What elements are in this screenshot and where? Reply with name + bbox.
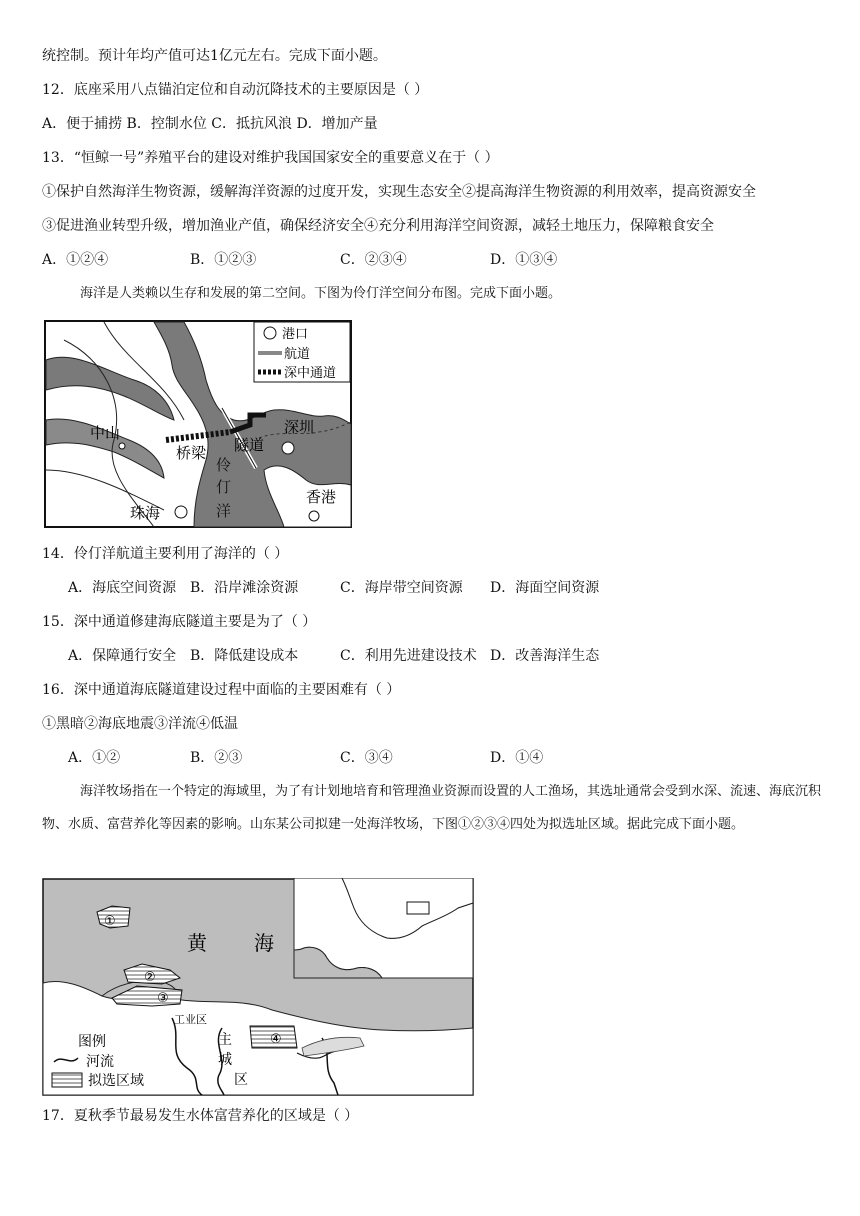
zhongshan-label: 中山 — [90, 424, 121, 442]
anchor-icon — [282, 442, 294, 454]
option-b: B．②③ — [190, 750, 243, 766]
anchor-icon — [309, 511, 319, 521]
question-13-statement-a: ①保护自然海洋生物资源，缓解海洋资源的过度开发，实现生态安全②提高海洋生物资源的利用效率，提高资源安全 — [42, 184, 756, 200]
option-d: D．①③④ — [490, 252, 558, 268]
lingding-label-2: 仃 — [216, 478, 232, 496]
question-14: 14．伶仃洋航道主要利用了海洋的（ ） — [42, 546, 289, 562]
legend-zone-label: 拟选区域 — [88, 1073, 144, 1089]
legend-route-label: 航道 — [284, 347, 311, 362]
option-b: B．沿岸滩涂资源 — [190, 580, 299, 596]
lingding-map — [44, 320, 352, 528]
option-c: C．利用先进建设技术 — [340, 648, 477, 664]
option-a: A．①②④ — [42, 252, 109, 268]
bridge-label: 桥梁 — [176, 444, 207, 462]
option-b: B．降低建设成本 — [190, 648, 299, 664]
zone-2-label: ② — [144, 970, 156, 985]
question-12: 12．底座采用八点锚泊定位和自动沉降技术的主要原因是（ ） — [42, 82, 429, 98]
intro-paragraph-2: 海洋是人类赖以生存和发展的第二空间。下图为伶仃洋空间分布图。完成下面小题。 — [80, 286, 562, 301]
question-13-statement-b: ③促进渔业转型升级，增加渔业产值，确保经济安全④充分利用海洋空间资源，减轻土地压力，保障粮食安全 — [42, 218, 714, 234]
zone-3-label: ③ — [157, 991, 169, 1006]
intro-paragraph-3: 海洋牧场指在一个特定的海域里，为了有计划地培育和管理渔业资源而设置的人工渔场，其选址通常会受到水深、流速、海底沉积物、水质、富营养化等因素的影响。山东某公司拟建一处海洋牧场，下图①②③④四处为拟选址区域。据此完成下面小题。 — [42, 784, 822, 832]
option-a: A．海底空间资源 — [68, 580, 177, 596]
legend-zone-symbol — [52, 1073, 82, 1087]
option-c: C．海岸带空间资源 — [340, 580, 463, 596]
option-c: C．③④ — [340, 750, 393, 766]
option-a: A．①② — [68, 750, 121, 766]
option-d: D．改善海洋生态 — [490, 648, 600, 664]
city-label-1: 主 — [218, 1032, 232, 1048]
zhuhai-label: 珠海 — [130, 504, 161, 522]
ocean-ranch-map — [42, 878, 474, 1096]
question-16: 16．深中通道海底隧道建设过程中面临的主要困难有（ ） — [42, 682, 401, 698]
question-17: 17．夏秋季节最易发生水体富营养化的区域是（ ） — [42, 1108, 359, 1124]
hongkong-label: 香港 — [306, 488, 337, 506]
sea-name-1: 黄 — [187, 931, 207, 955]
sea-name-2: 海 — [254, 931, 274, 955]
zone-1-label: ① — [104, 914, 116, 929]
industry-label: 工业区 — [174, 1013, 207, 1026]
option-c: C．②③④ — [340, 252, 407, 268]
question-16-items: ①黑暗②海底地震③洋流④低温 — [42, 716, 238, 732]
lingding-label-3: 洋 — [216, 502, 232, 520]
option-a: A．保障通行安全 — [68, 648, 177, 664]
lingding-label-1: 伶 — [216, 456, 232, 474]
shenzhen-label: 深圳 — [284, 418, 315, 436]
anchor-icon — [264, 327, 276, 339]
question-12-options: A．便于捕捞 B．控制水位 C．抵抗风浪 D．增加产量 — [42, 116, 378, 132]
legend-tunnel-label: 深中通道 — [284, 366, 337, 381]
tunnel-label: 隧道 — [234, 436, 265, 454]
option-d: D．①④ — [490, 750, 544, 766]
legend-river-label: 河流 — [86, 1054, 114, 1070]
city-dot — [119, 443, 125, 449]
city-label-2: 城 — [218, 1052, 232, 1068]
city-label-3: 区 — [234, 1072, 248, 1088]
zone-4-label: ④ — [270, 1032, 282, 1047]
text-line: 统控制。预计年均产值可达1亿元左右。完成下面小题。 — [42, 48, 387, 64]
question-13: 13．“恒鲸一号”养殖平台的建设对维护我国国家安全的重要意义在于（ ） — [42, 150, 499, 166]
anchor-icon — [175, 506, 187, 518]
option-d: D．海面空间资源 — [490, 580, 600, 596]
option-b: B．①②③ — [190, 252, 257, 268]
legend-port-label: 港口 — [282, 327, 309, 342]
legend-title: 图例 — [78, 1034, 106, 1050]
question-15: 15．深中通道修建海底隧道主要是为了（ ） — [42, 614, 317, 630]
